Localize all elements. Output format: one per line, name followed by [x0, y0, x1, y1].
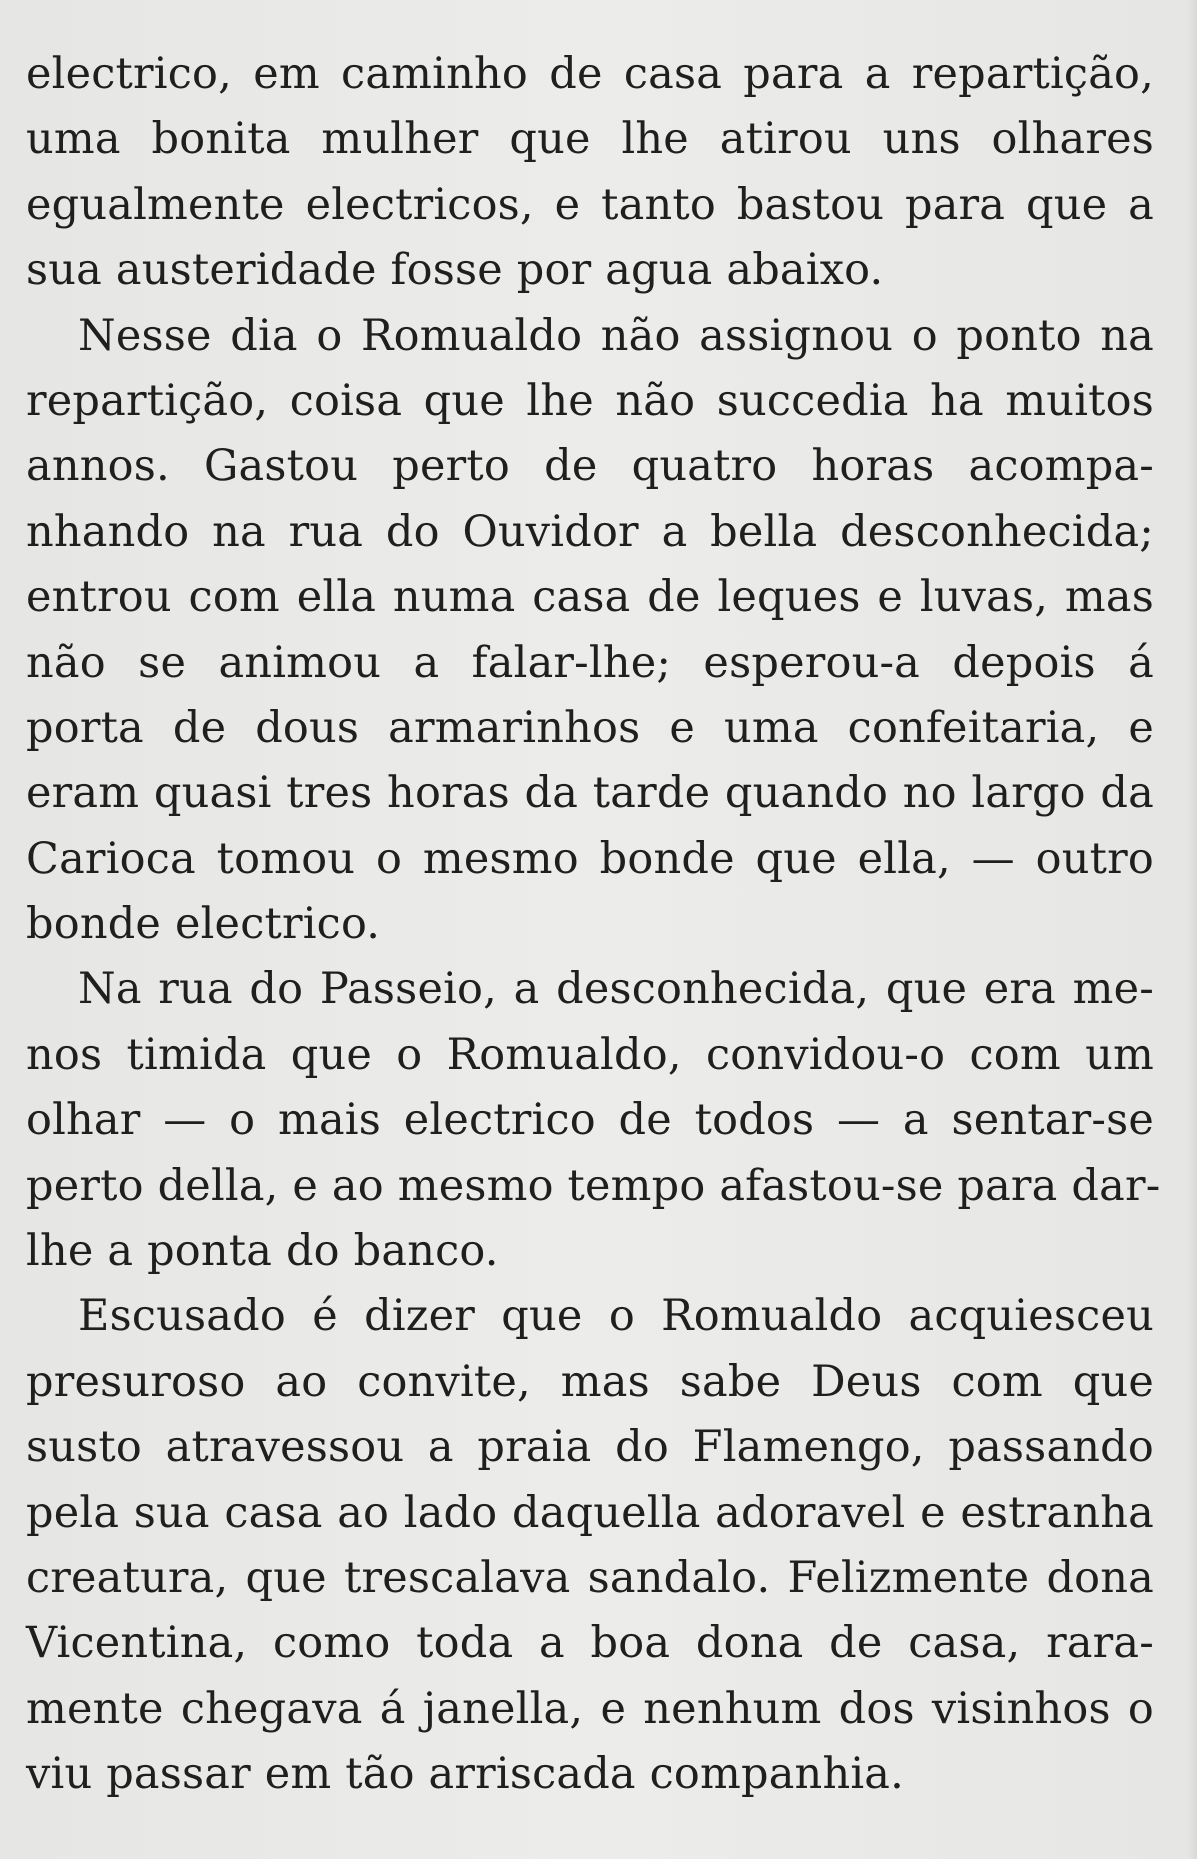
- text-line: lhe a ponta do banco.: [26, 1226, 499, 1277]
- text-line: Na rua do Passeio, a desconhecida, que era me-: [78, 964, 1154, 1015]
- text-line: entrou com ella numa casa de leques e luvas, mas: [26, 572, 1154, 623]
- text-line: Vicentina, como toda a boa dona de casa, rara-: [26, 1618, 1154, 1669]
- text-line: sua austeridade fosse por agua abaixo.: [26, 245, 884, 296]
- text-line: repartição, coisa que lhe não succedia ha muitos: [26, 375, 1154, 426]
- text-line: porta de dous armarinhos e uma confeitaria, e: [26, 702, 1154, 753]
- text-line: perto della, e ao mesmo tempo afastou-se para dar-: [26, 1160, 1161, 1211]
- text-line: egualmente electricos, e tanto bastou para que a: [26, 179, 1154, 230]
- text-line: susto atravessou a praia do Flamengo, passando: [26, 1422, 1154, 1473]
- page-edge-shadow: [1187, 0, 1197, 1859]
- text-line: electrico, em caminho de casa para a repartição,: [26, 49, 1154, 99]
- text-line: nos timida que o Romualdo, convidou-o com um: [26, 1029, 1154, 1080]
- text-line: annos. Gastou perto de quatro horas acompa-: [26, 441, 1154, 492]
- text-line: uma bonita mulher que lhe atirou uns olhares: [26, 114, 1154, 165]
- text-line: creatura, que trescalava sandalo. Felizmente dona: [26, 1552, 1154, 1603]
- text-line: eram quasi tres horas da tarde quando no largo da: [26, 768, 1154, 819]
- text-line: presuroso ao convite, mas sabe Deus com que: [26, 1356, 1154, 1407]
- text-line: mente chegava á janella, e nenhum dos visinhos o: [26, 1683, 1154, 1734]
- body-text: [26, 42, 1161, 1808]
- text-line: olhar — o mais electrico de todos — a sentar-se: [26, 1095, 1154, 1146]
- text-line: Escusado é dizer que o Romualdo acquiesceu: [78, 1291, 1154, 1342]
- text-line: não se animou a falar-lhe; esperou-a depois á: [26, 637, 1154, 688]
- text-line: viu passar em tão arriscada companhia.: [26, 1749, 904, 1800]
- text-line: Nesse dia o Romualdo não assignou o ponto na: [78, 310, 1154, 361]
- text-line: pela sua casa ao lado daquella adoravel e estranha: [26, 1487, 1154, 1538]
- text-line: Carioca tomou o mesmo bonde que ella, — outro: [26, 833, 1154, 884]
- text-line: bonde electrico.: [26, 899, 381, 950]
- text-line: nhando na rua do Ouvidor a bella desconhecida;: [26, 506, 1154, 557]
